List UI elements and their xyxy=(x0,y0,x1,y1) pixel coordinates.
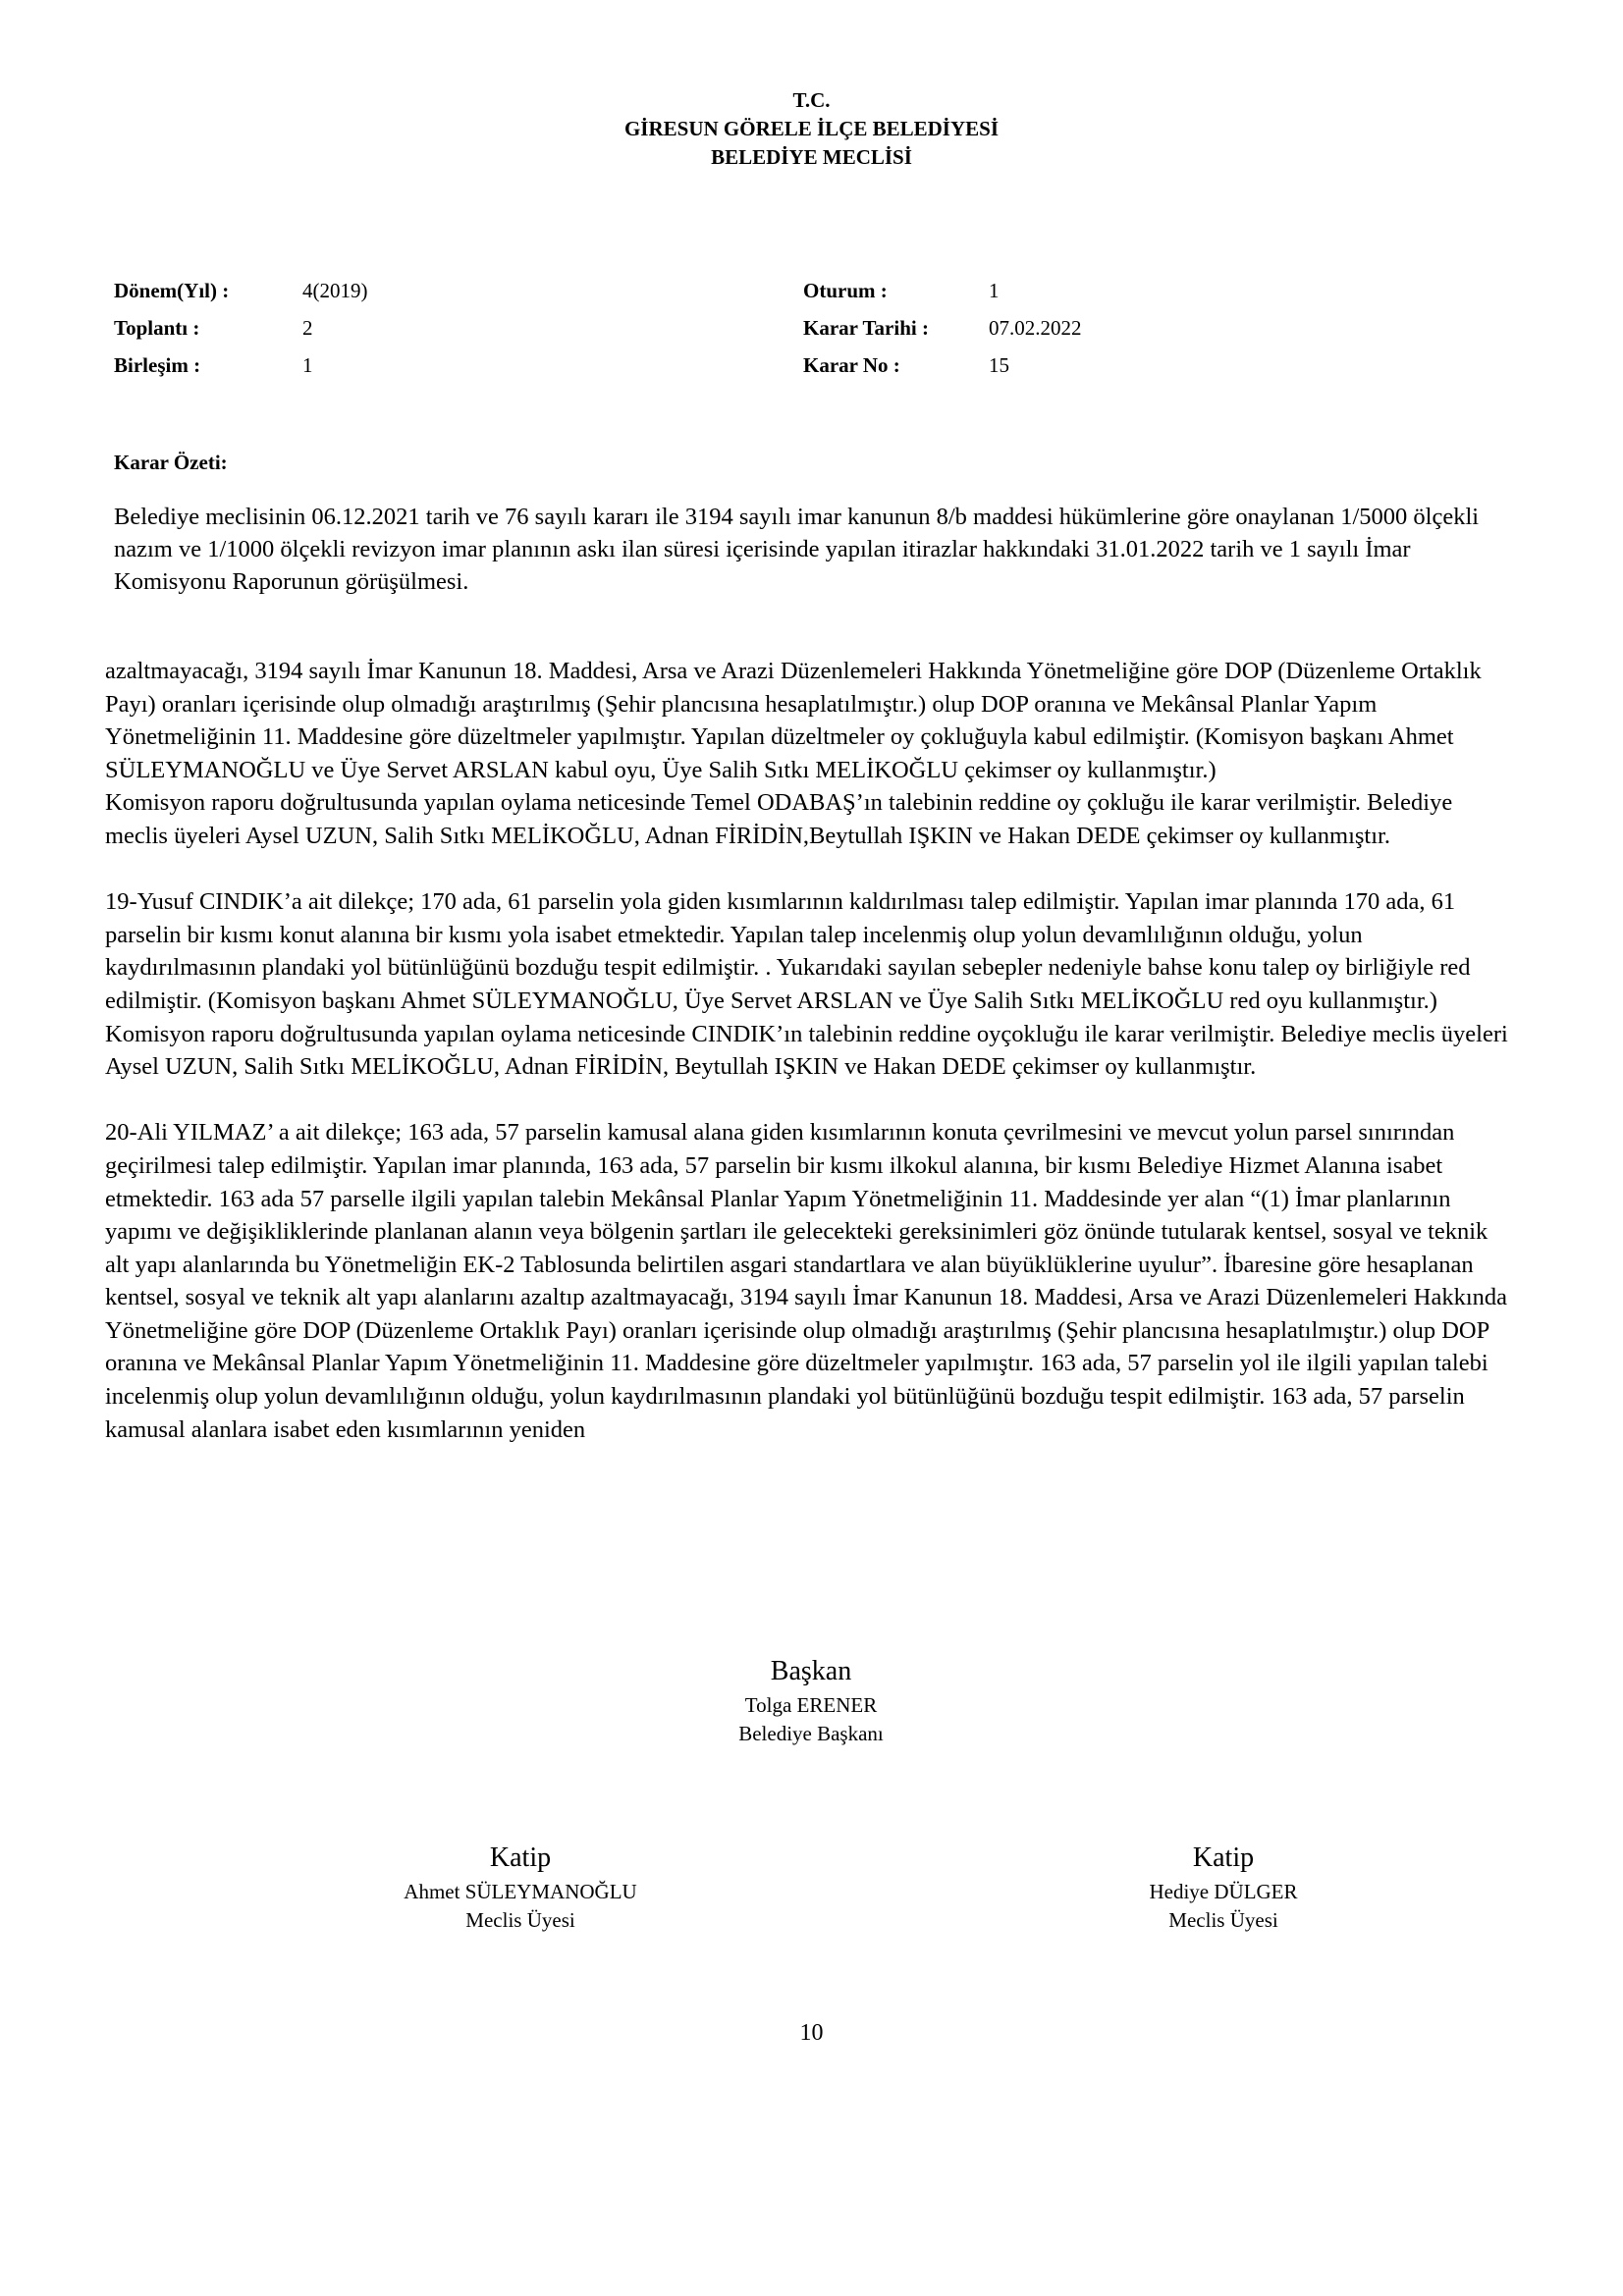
meta-row-karar-no xyxy=(803,347,1082,384)
meta-value: 1 xyxy=(989,279,1000,302)
meta-row-oturum xyxy=(803,272,1082,309)
meta-row-donem xyxy=(114,272,368,309)
signature-name: Hediye DÜLGER xyxy=(1149,1880,1298,1903)
page-number: 10 xyxy=(799,2020,824,2046)
signature-clerk-right xyxy=(1027,1839,1420,1935)
signature-title: Katip xyxy=(1192,1842,1255,1873)
header-country: T.C. xyxy=(792,88,831,112)
summary-label: Karar Özeti: xyxy=(114,451,228,474)
header-municipality: GİRESUN GÖRELE İLÇE BELEDİYESİ xyxy=(623,117,1000,140)
body-paragraph: 19-Yusuf CINDIK’a ait dilekçe; 170 ada, 61 parselin yola giden kısımlarının kaldırılması talep edilmiştir. Yapılan imar planında 170 ada, 61 parselin bir kısmı konut alanına bir kısmı yola isabet etmektedir. Yapılan talep incelenmiş olup yolun devamlılığının olduğu, yolun kaydırılmasının plandaki yol bütünlüğünü bozduğu tespit edilmiştir. . Yukarıdaki sayılan sebepler nedeniyle bahse konu talep oy birliğiyle red edilmiştir. (Komisyon başkanı Ahmet SÜLEYMANOĞLU, Üye Servet ARSLAN ve Üye Salih Sıtkı MELİKOĞLU red oyu kullanmıştır.) xyxy=(105,888,1471,1014)
paragraph-gap xyxy=(105,853,1514,886)
meta-row-birlesim xyxy=(114,347,368,384)
document-header xyxy=(0,86,1623,172)
signature-title: Katip xyxy=(489,1842,552,1873)
signature-name: Ahmet SÜLEYMANOĞLU xyxy=(404,1880,637,1903)
meta-label: Oturum : xyxy=(803,279,888,302)
meta-label: Karar Tarihi : xyxy=(803,316,929,340)
meta-label: Birleşim : xyxy=(114,353,201,377)
meta-value: 07.02.2022 xyxy=(989,316,1082,340)
meta-row-toplanti xyxy=(114,309,368,347)
body-paragraph: azaltmayacağı, 3194 sayılı İmar Kanunun 18. Maddesi, Arsa ve Arazi Düzenlemeleri Hakkında Yönetmeliğine göre DOP (Düzenleme Ortaklık Payı) oranları içerisinde olup olmadığı araştırılmış (Şehir plancısına hesaplatılmıştır.) olup DOP oranına ve Mekânsal Planlar Yapım Yönetmeliğinin 11. Maddesine göre düzeltmeler yapılmıştır. Yapılan düzeltmeler oy çokluğuyla kabul edilmiştir. (Komisyon başkanı Ahmet SÜLEYMANOĞLU ve Üye Servet ARSLAN kabul oyu, Üye Salih Sıtkı MELİKOĞLU çekimser oy kullanmıştır.) xyxy=(105,658,1482,783)
header-council: BELEDİYE MECLİSİ xyxy=(711,145,912,169)
body-paragraph: 20-Ali YILMAZ’ a ait dilekçe; 163 ada, 57 parselin kamusal alana giden kısımlarının konuta çevrilmesini ve mevcut yolun parsel sınırından geçirilmesi talep edilmiştir. Yapılan imar planında, 163 ada, 57 parselin bir kısmı ilkokul alanına, bir kısmı Belediye Hizmet Alanına isabet etmektedir. 163 ada 57 parselle ilgili yapılan talebin Mekânsal Planlar Yapım Yönetmeliğinin 11. Maddesinde yer alan “(1) İmar planlarının yapımı ve değişikliklerinde planlanan alanın veya bölgenin şartları ile gelecekteki gereksinimleri göz önünde tutularak kentsel, sosyal ve teknik alt yapı alanlarında bu Yönetmeliğin EK-2 Tablosunda belirtilen asgari standartlara ve alan büyüklüklerine uyulur”. İbaresine göre hesaplanan kentsel, sosyal ve teknik alt yapı alanlarını azaltıp azaltmayacağı, 3194 sayılı İmar Kanunun 18. Maddesi, Arsa ve Arazi Düzenlemeleri Hakkında Yönetmeliğine göre DOP (Düzenleme Ortaklık Payı) oranları içerisinde olup olmadığı araştırılmış (Şehir plancısına hesaplatılmıştır.) olup DOP oranına ve Mekânsal Planlar Yapım Yönetmeliğinin 11. Maddesine göre düzeltmeler yapılmıştır. 163 ada, 57 parselin yol ile ilgili yapılan talebi incelenmiş olup yolun devamlılığının olduğu, yolun kaydırılmasının plandaki yol bütünlüğünü bozduğu tespit edilmiştir. 163 ada, 57 parselin kamusal alanlara isabet eden kısımlarının yeniden xyxy=(105,1119,1508,1443)
body-paragraph: Komisyon raporu doğrultusunda yapılan oylama neticesinde Temel ODABAŞ’ın talebinin reddine oy çokluğu ile karar verilmiştir. Belediye meclis üyeleri Aysel UZUN, Salih Sıtkı MELİKOĞLU, Adnan FİRİDİN,Beytullah IŞKIN ve Hakan DEDE çekimser oy kullanmıştır. xyxy=(105,789,1453,849)
signature-clerk-left xyxy=(324,1839,717,1935)
signature-name: Tolga ERENER xyxy=(744,1693,878,1717)
signature-role: Meclis Üyesi xyxy=(465,1908,575,1932)
meta-value: 1 xyxy=(302,353,313,377)
meta-right-block xyxy=(803,272,1082,384)
meta-left-block xyxy=(114,272,368,384)
summary-text: Belediye meclisinin 06.12.2021 tarih ve 76 sayılı kararı ile 3194 sayılı imar kanunun 8/b maddesi hükümlerine göre onaylanan 1/5000 ölçekli nazım ve 1/1000 ölçekli revizyon imar planının askı ilan süresi içerisinde yapılan itirazlar hakkındaki 31.01.2022 tarih ve 1 sayılı İmar Komisyonu Raporunun görüşülmesi. xyxy=(114,504,1480,595)
signature-president xyxy=(615,1652,1007,1748)
signature-role: Meclis Üyesi xyxy=(1168,1908,1278,1932)
signature-title: Başkan xyxy=(770,1656,852,1686)
body-paragraph: Komisyon raporu doğrultusunda yapılan oylama neticesinde CINDIK’ın talebinin reddine oyçokluğu ile karar verilmiştir. Belediye meclis üyeleri Aysel UZUN, Salih Sıtkı MELİKOĞLU, Adnan FİRİDİN, Beytullah IŞKIN ve Hakan DEDE çekimser oy kullanmıştır. xyxy=(105,1020,1508,1081)
meta-label: Karar No : xyxy=(803,353,900,377)
signature-role: Belediye Başkanı xyxy=(738,1722,884,1745)
meta-value: 15 xyxy=(989,353,1009,377)
meta-value: 2 xyxy=(302,316,313,340)
meta-label: Toplantı : xyxy=(114,316,200,340)
paragraph-gap xyxy=(105,1084,1514,1117)
meta-value: 4(2019) xyxy=(302,279,368,302)
decision-body xyxy=(105,655,1514,1446)
meta-label: Dönem(Yıl) : xyxy=(114,279,230,302)
meta-row-karar-tarihi xyxy=(803,309,1082,347)
